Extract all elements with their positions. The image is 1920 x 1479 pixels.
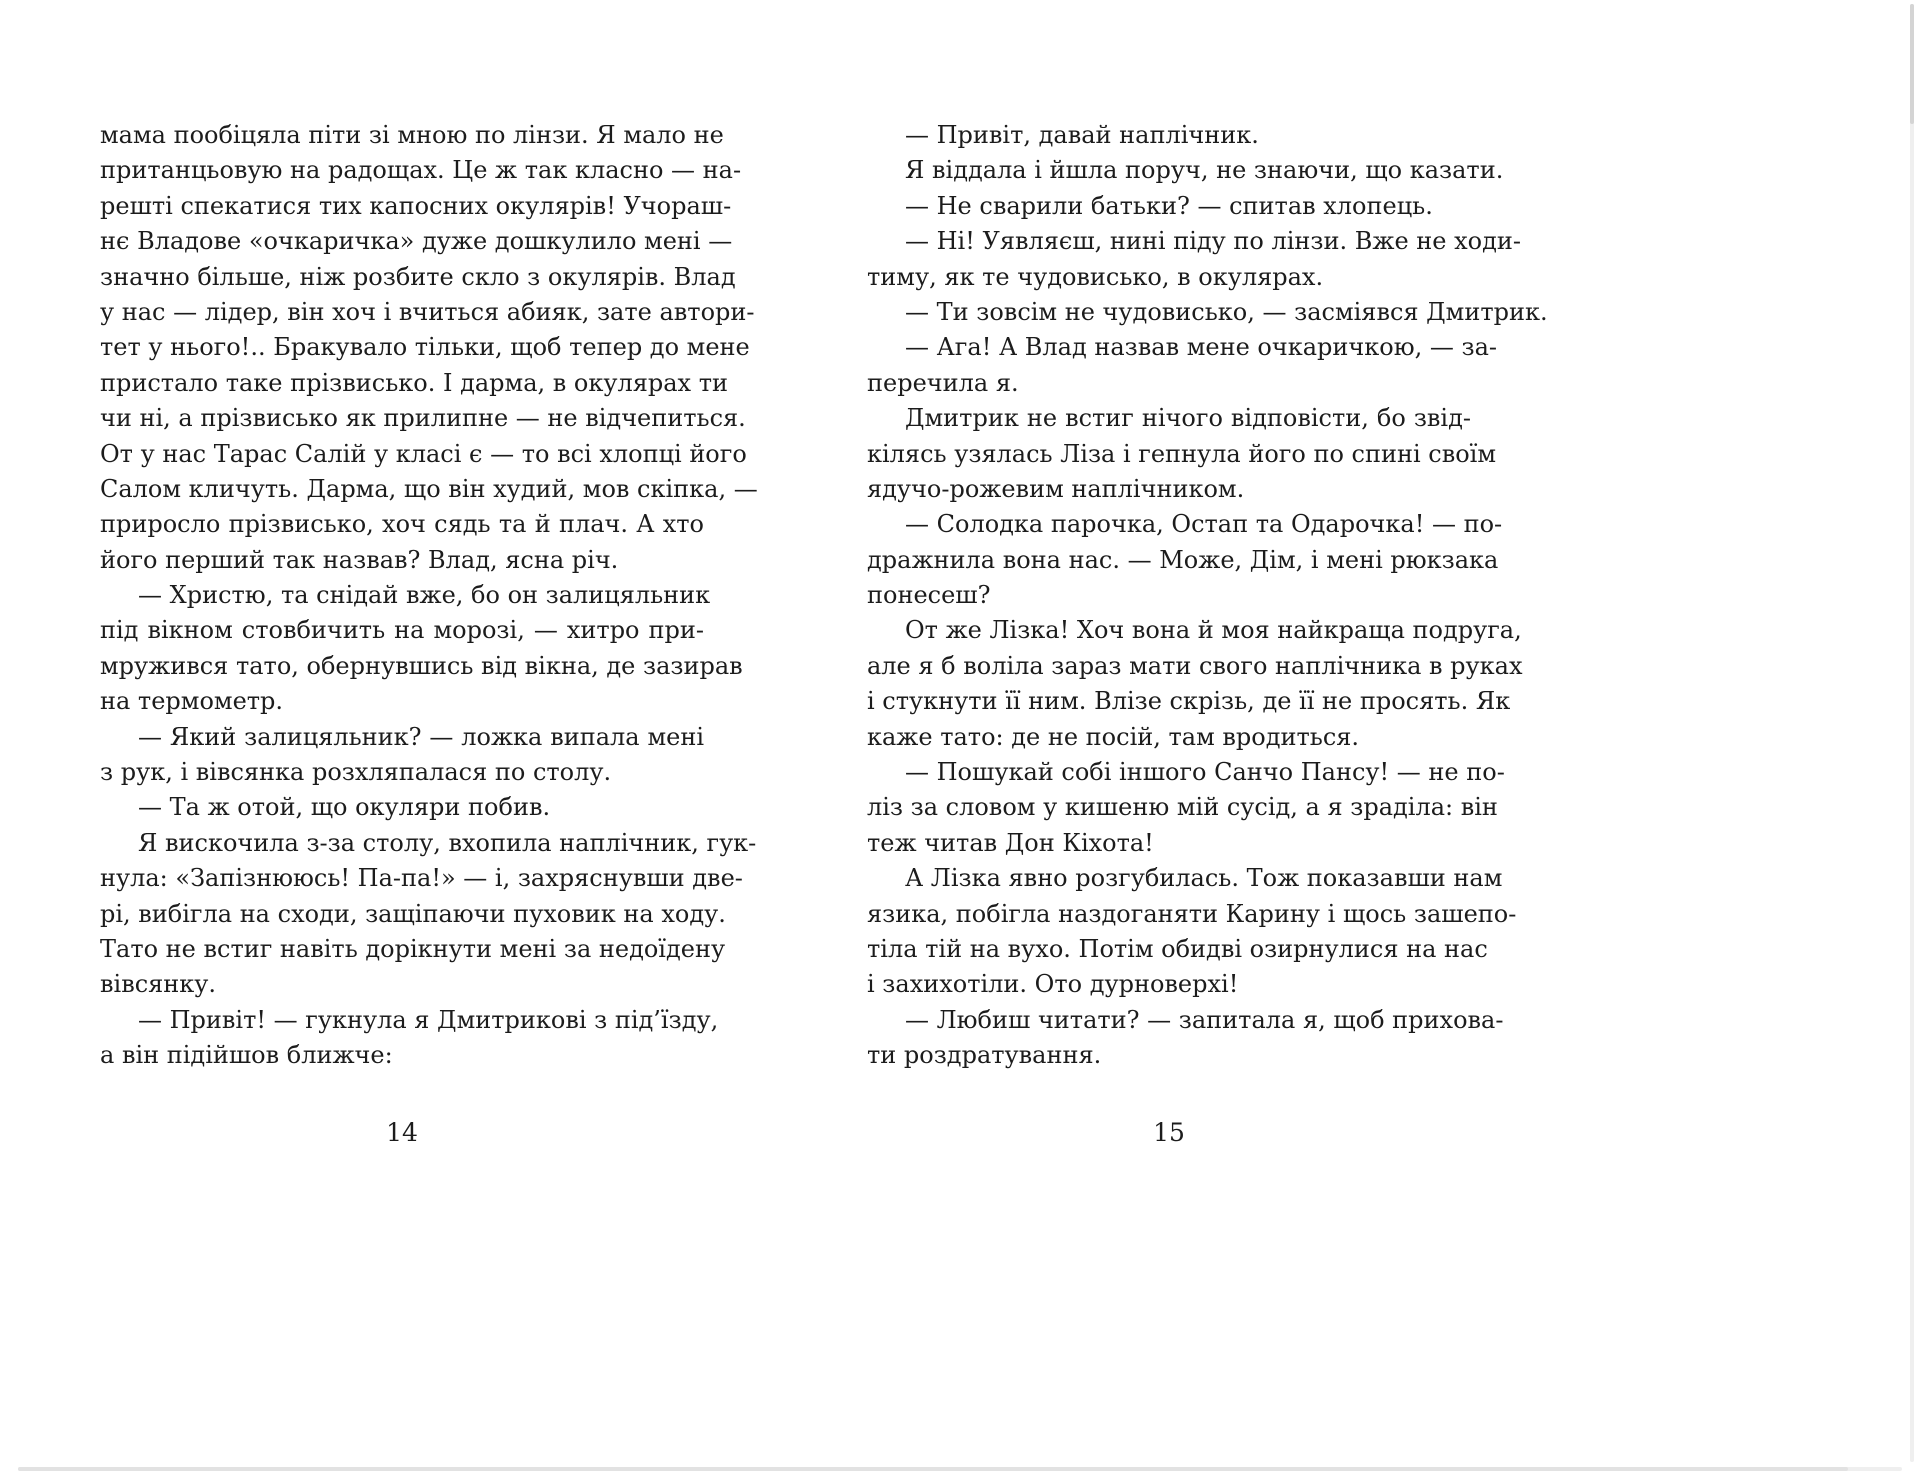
text-line: каже тато: де не посій, там вродиться. bbox=[867, 722, 1360, 751]
text-line: понесеш? bbox=[867, 581, 991, 610]
page-number-right: 15 bbox=[1153, 1118, 1185, 1147]
text-line: язика, побігла наздоганяти Карину і щось зашепо- bbox=[867, 899, 1517, 928]
text-line: Я вискочила з-за столу, вхопила наплічник, гук- bbox=[138, 828, 757, 857]
text-line: — Привіт, давай наплічник. bbox=[905, 121, 1259, 149]
text-line: Я віддала і йшла поруч, не знаючи, що казати. bbox=[905, 156, 1504, 185]
text-line: вівсянку. bbox=[100, 970, 217, 999]
text-line: дражнила вона нас. — Може, Дім, і мені рюкзака bbox=[867, 545, 1499, 574]
text-line: під вікном стовбичить на морозі, — хитро при- bbox=[100, 616, 704, 645]
text-line: — Ага! А Влад назвав мене очкаричкою, — за- bbox=[905, 333, 1498, 362]
page-left bbox=[100, 118, 758, 1147]
vertical-scrollbar-thumb[interactable] bbox=[1910, 4, 1914, 124]
text-line: — Ні! Уявляєш, нині піду по лінзи. Вже не ходи- bbox=[905, 227, 1521, 256]
text-line: і стукнути її ним. Влізе скрізь, де її не просять. Як bbox=[867, 687, 1511, 716]
text-line: приросло прізвисько, хоч сядь та й плач. А хто bbox=[100, 510, 704, 539]
text-line: і захихотіли. Ото дурноверхі! bbox=[867, 970, 1239, 999]
text-line: Тато не встиг навіть дорікнути мені за недоїдену bbox=[100, 934, 726, 963]
text-line: — Пошукай собі іншого Санчо Пансу! — не по- bbox=[905, 758, 1505, 787]
text-line: пританцьовую на радощах. Це ж так класно — на- bbox=[100, 156, 742, 185]
text-line: а він підійшов ближче: bbox=[100, 1041, 393, 1070]
text-line: рі, вибігла на сходи, защіпаючи пуховик на ходу. bbox=[100, 899, 726, 928]
text-line: — Привіт! — гукнула я Дмитрикові з під’їзду, bbox=[138, 1005, 719, 1034]
text-line: ліз за словом у кишеню мій сусід, а я зраділа: він bbox=[867, 793, 1498, 822]
horizontal-scrollbar-thumb[interactable] bbox=[18, 1467, 1848, 1471]
text-line: теж читав Дон Кіхота! bbox=[867, 828, 1154, 857]
text-line: його перший так назвав? Влад, ясна річ. bbox=[100, 545, 619, 574]
horizontal-scrollbar[interactable] bbox=[18, 1467, 1902, 1471]
text-line: От же Лізка! Хоч вона й моя найкраща подруга, bbox=[905, 616, 1522, 645]
text-line: чи ні, а прізвисько як прилипне — не відчепиться. bbox=[100, 404, 746, 433]
page-number-left: 14 bbox=[386, 1118, 418, 1147]
text-line: мама пообіцяла піти зі мною по лінзи. Я мало не bbox=[100, 121, 724, 149]
text-line: ти роздратування. bbox=[867, 1041, 1102, 1070]
text-line: кілясь узялась Ліза і гепнула його по спині своїм bbox=[867, 439, 1497, 468]
text-line: мружився тато, обернувшись від вікна, де зазирав bbox=[100, 651, 743, 680]
text-line: з рук, і вівсянка розхляпалася по столу. bbox=[100, 758, 612, 787]
page-right bbox=[867, 118, 1548, 1147]
text-line: — Христю, та снідай вже, бо он залицяльник bbox=[138, 581, 711, 610]
text-line: Дмитрик не встиг нічого відповісти, бо звід- bbox=[905, 404, 1471, 433]
text-line: — Ти зовсім не чудовисько, — засміявся Дмитрик. bbox=[905, 297, 1548, 326]
text-line: у нас — лідер, він хоч і вчиться абияк, зате автори- bbox=[100, 297, 755, 326]
text-line: — Та ж отой, що окуляри побив. bbox=[138, 793, 551, 822]
text-line: пристало таке прізвисько. І дарма, в окулярах ти bbox=[100, 368, 728, 397]
text-line: — Солодка парочка, Остап та Одарочка! — по- bbox=[905, 510, 1503, 539]
text-line: перечила я. bbox=[867, 368, 1019, 397]
text-line: нє Владове «очкаричка» дуже дошкулило мені — bbox=[100, 227, 733, 256]
text-line: але я б воліла зараз мати свого наплічника в руках bbox=[867, 651, 1523, 680]
text-line: От у нас Тарас Салій у класі є — то всі хлопці його bbox=[100, 439, 747, 468]
text-line: А Лізка явно розгубилась. Тож показавши нам bbox=[905, 864, 1503, 893]
text-line: ядучо-рожевим наплічником. bbox=[867, 474, 1245, 503]
text-line: Салом кличуть. Дарма, що він худий, мов скіпка, — bbox=[100, 474, 758, 503]
vertical-scrollbar[interactable] bbox=[1910, 4, 1914, 1462]
text-line: значно більше, ніж розбите скло з окулярів. Влад bbox=[100, 262, 736, 291]
text-line: на термометр. bbox=[100, 687, 284, 716]
text-line: нула: «Запізнююсь! Па-па!» — і, захряснувши две- bbox=[100, 864, 743, 893]
text-line: тиму, як те чудовисько, в окулярах. bbox=[867, 262, 1324, 291]
text-line: тіла тій на вухо. Потім обидві озирнулися на нас bbox=[867, 934, 1488, 963]
text-line: — Не сварили батьки? — спитав хлопець. bbox=[905, 191, 1433, 220]
text-line: — Любиш читати? — запитала я, щоб прихова- bbox=[905, 1005, 1504, 1034]
text-line: тет у нього!.. Бракувало тільки, щоб тепер до мене bbox=[100, 333, 750, 362]
text-line: решті спекатися тих капосних окулярів! Учораш- bbox=[100, 191, 732, 220]
page-left-text bbox=[100, 118, 758, 1074]
page-right-text bbox=[867, 118, 1548, 1074]
text-line: — Який залицяльник? — ложка випала мені bbox=[138, 722, 704, 751]
